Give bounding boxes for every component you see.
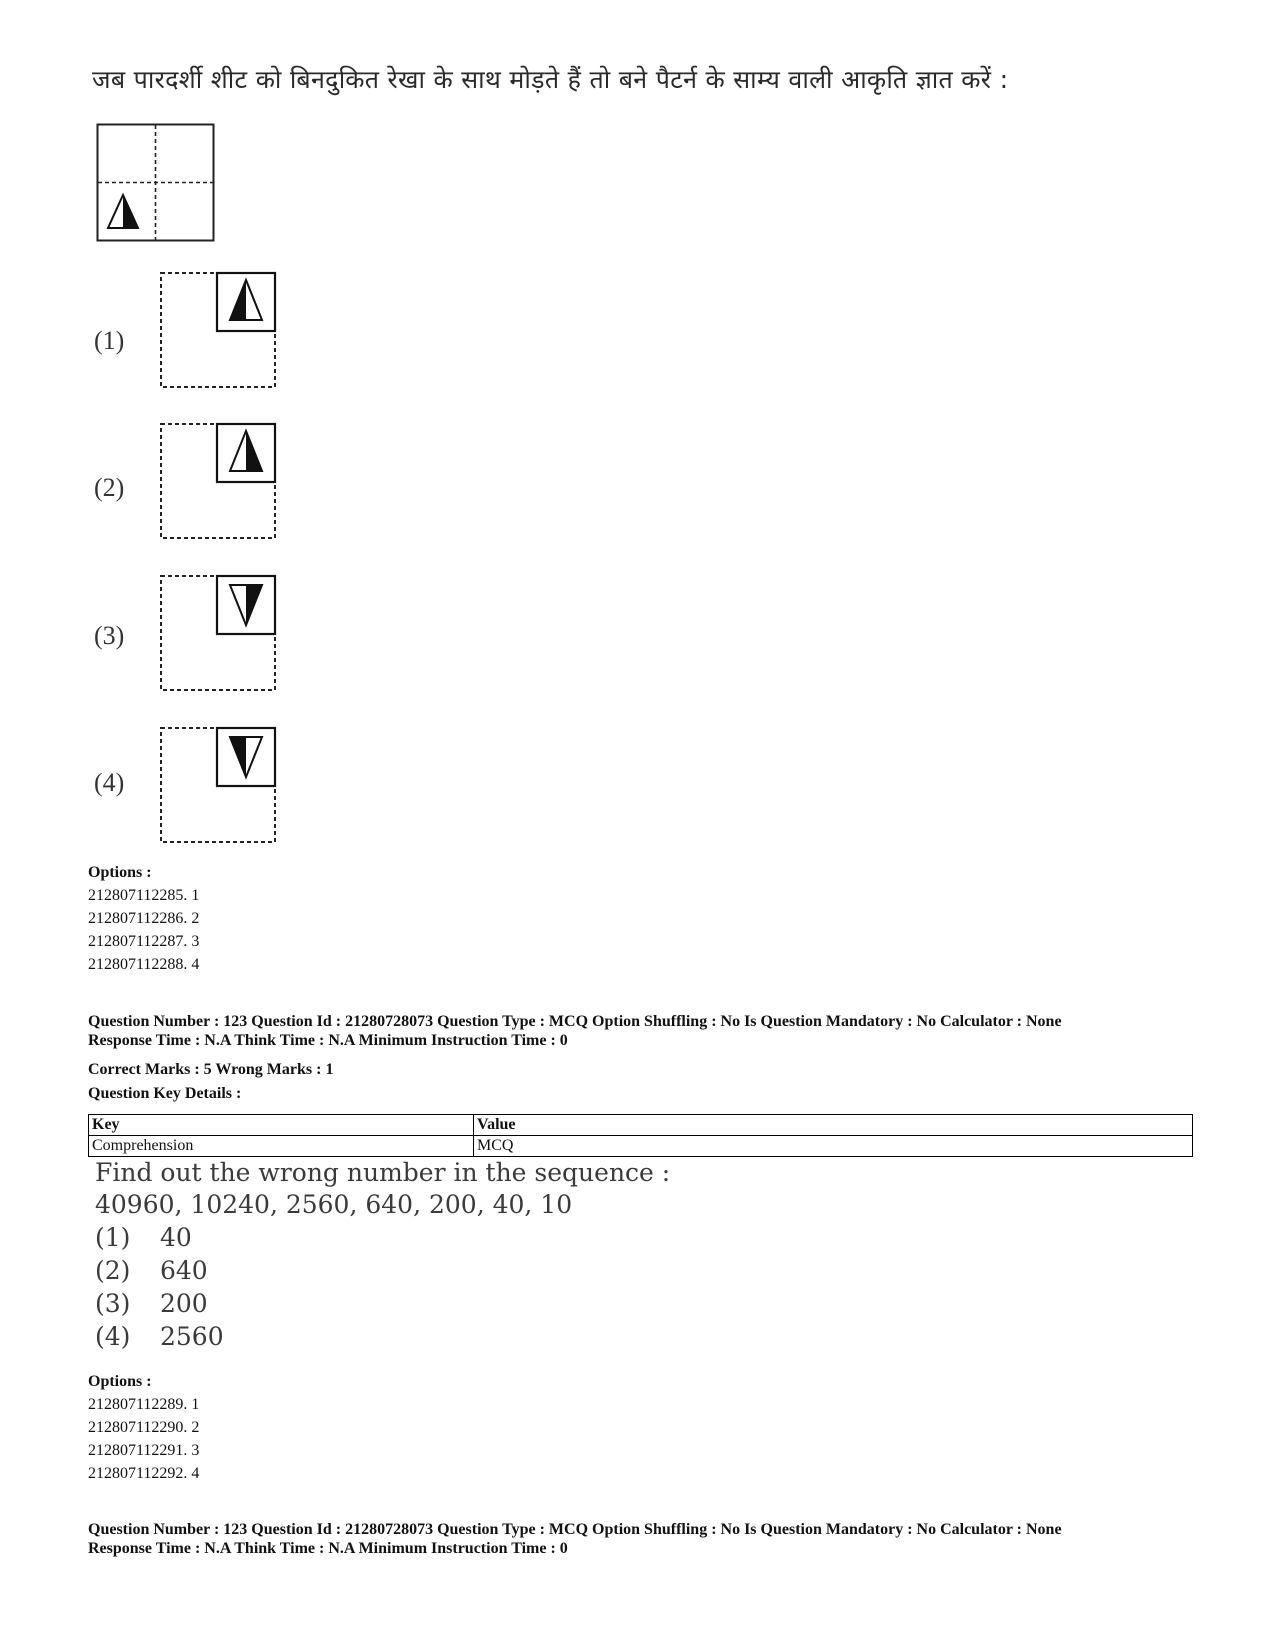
option-item: 212807112288. 4 — [88, 956, 200, 973]
figure-option-label: (4) — [94, 768, 125, 797]
question-figure — [96, 123, 218, 245]
table-header-cell: Value — [474, 1115, 1193, 1136]
table-cell: MCQ — [474, 1136, 1193, 1157]
option-item: 212807112291. 3 — [88, 1442, 200, 1459]
key-details-table — [88, 1114, 1193, 1157]
choice-value: 640 — [160, 1256, 208, 1285]
question-meta-line: Response Time : N.A Think Time : N.A Minimum Instruction Time : 0 — [88, 1540, 568, 1557]
figure-option-label: (1) — [94, 326, 125, 355]
figure-option-3 — [160, 575, 280, 695]
figure-option-4 — [160, 727, 280, 847]
figure-option-label: (3) — [94, 621, 125, 650]
question-meta-line: Question Number : 123 Question Id : 21280728073 Question Type : MCQ Option Shuffling : No Is Question Mandatory : No Calculator : None — [88, 1013, 1062, 1030]
table-cell: Comprehension — [89, 1136, 474, 1157]
option-item: 212807112286. 2 — [88, 910, 200, 927]
option-item: 212807112289. 1 — [88, 1396, 200, 1413]
options-heading: Options : — [88, 1373, 152, 1390]
option-item: 212807112287. 3 — [88, 933, 200, 950]
choice-label: (3) — [95, 1289, 131, 1318]
choice-label: (2) — [95, 1256, 131, 1285]
marks-line: Correct Marks : 5 Wrong Marks : 1 — [88, 1061, 334, 1078]
table-row — [89, 1136, 1193, 1157]
figure-option-2 — [160, 423, 280, 543]
question-prompt-hindi: जब पारदर्शी शीट को बिनदुकित रेखा के साथ मोड़ते हैं तो बने पैटर्न के साम्य वाली आकृति ज्ञात करें : — [92, 65, 1009, 94]
option-item: 212807112292. 4 — [88, 1465, 200, 1482]
options-list — [88, 1370, 199, 1485]
choice-value: 200 — [160, 1289, 208, 1318]
choice-label: (1) — [95, 1223, 131, 1252]
number-sequence: 40960, 10240, 2560, 640, 200, 40, 10 — [95, 1190, 573, 1219]
triangle-icon — [108, 195, 138, 228]
question-meta-line: Response Time : N.A Think Time : N.A Minimum Instruction Time : 0 — [88, 1032, 568, 1049]
options-list — [88, 861, 199, 976]
question-prompt: Find out the wrong number in the sequence : — [95, 1158, 671, 1187]
key-details-heading: Question Key Details : — [88, 1085, 242, 1102]
choice-value: 40 — [160, 1223, 192, 1252]
question-meta-line: Question Number : 123 Question Id : 21280728073 Question Type : MCQ Option Shuffling : No Is Question Mandatory : No Calculator : None — [88, 1521, 1062, 1538]
choice-value: 2560 — [160, 1322, 224, 1351]
choice-label: (4) — [95, 1322, 131, 1351]
figure-option-label: (2) — [94, 473, 125, 502]
options-heading: Options : — [88, 864, 152, 881]
option-item: 212807112285. 1 — [88, 887, 200, 904]
question-meta — [88, 1520, 1062, 1558]
table-header-cell: Key — [89, 1115, 474, 1136]
option-item: 212807112290. 2 — [88, 1419, 200, 1436]
question-meta — [88, 1012, 1062, 1050]
table-header-row — [89, 1115, 1193, 1136]
figure-option-1 — [160, 272, 280, 392]
